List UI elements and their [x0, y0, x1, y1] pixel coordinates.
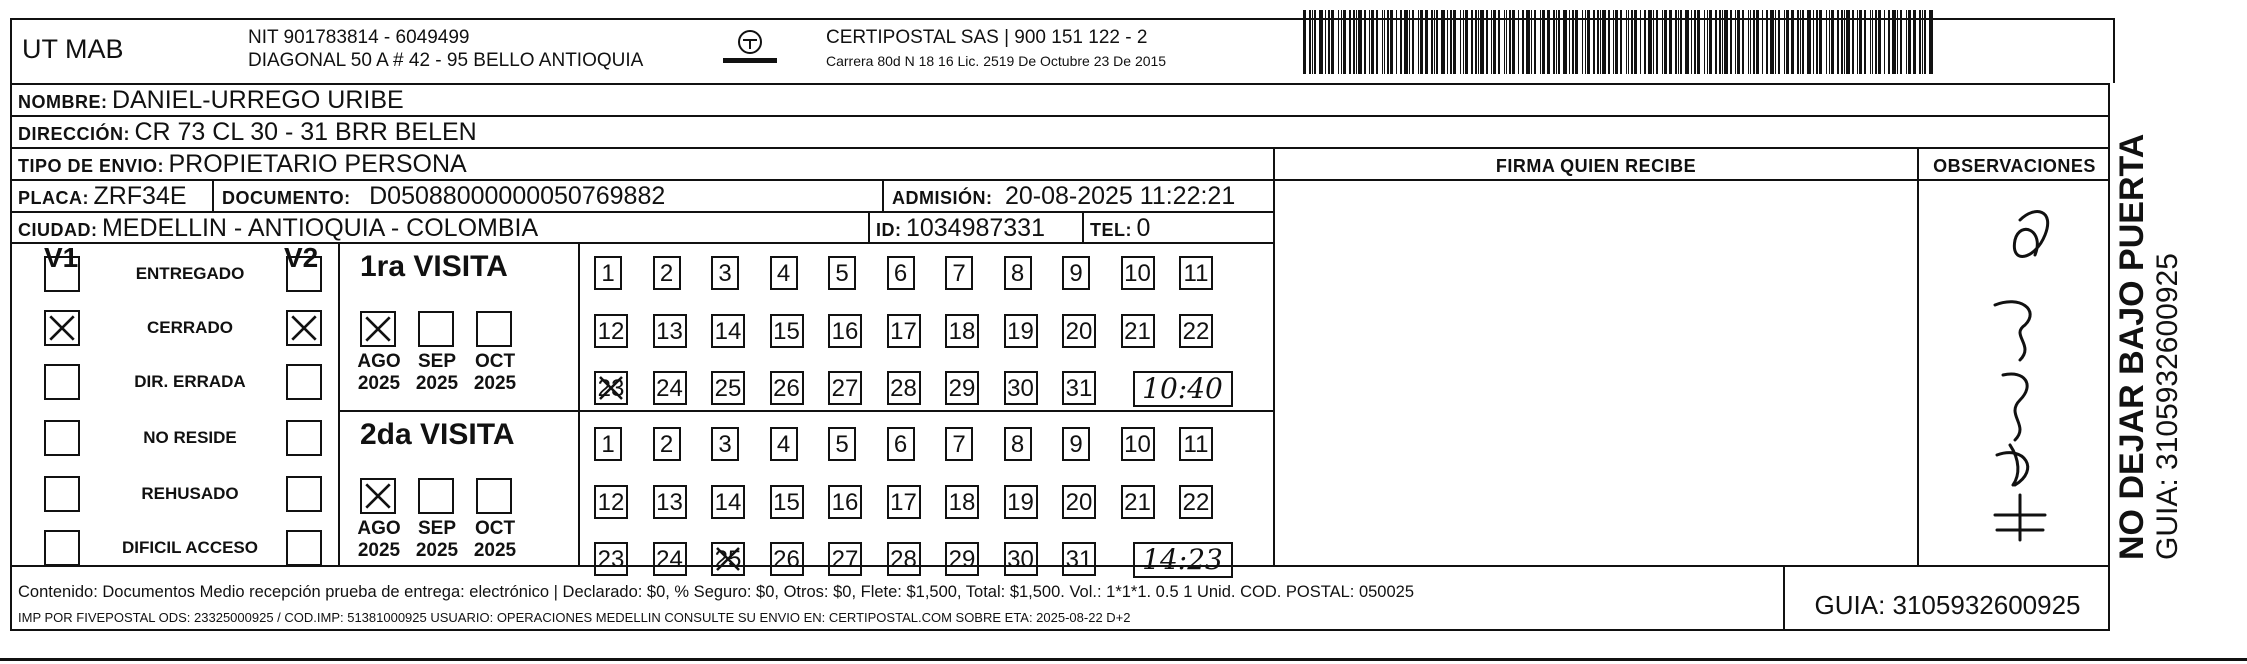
visit2-day-label: 8 [1010, 431, 1025, 458]
visit1-day-8[interactable] [1004, 256, 1032, 290]
visit2-month-name: OCT [474, 518, 516, 539]
visit1-day-label: 26 [773, 375, 800, 402]
id-value: 1034987331 [905, 214, 1045, 242]
visit2-day-9[interactable] [1062, 427, 1090, 461]
visit1-day-label: 31 [1065, 375, 1093, 402]
visit2-day-label: 31 [1065, 546, 1093, 573]
v2-checkbox-4[interactable] [286, 420, 322, 456]
visit2-day-label: 12 [597, 489, 625, 516]
visit1-day-label: 2 [659, 260, 674, 287]
v2-checkbox-1[interactable] [286, 256, 322, 292]
visit2-day-label: 4 [776, 431, 791, 458]
visit2-day-30[interactable] [1004, 542, 1038, 576]
courier-name: CERTIPOSTAL SAS | 900 151 122 - 2 [826, 27, 1148, 48]
visit2-day-26[interactable] [770, 542, 804, 576]
visit1-day-label: 18 [948, 318, 976, 345]
visit1-day-label: 12 [597, 318, 625, 345]
visit1-day-7[interactable] [945, 256, 973, 290]
admision-label: ADMISIÓN: [892, 188, 993, 208]
visit2-day-5[interactable] [828, 427, 856, 461]
visit1-day-1[interactable] [594, 256, 622, 290]
visit1-month-checkbox-ago[interactable] [360, 311, 396, 347]
certipostal-logo [715, 28, 785, 68]
visit1-day-6[interactable] [887, 256, 915, 290]
visit2-day-label: 26 [773, 546, 800, 573]
visit2-day-3[interactable] [711, 427, 739, 461]
visit2-day-29[interactable] [945, 542, 979, 576]
visit1-day-label: 5 [835, 260, 849, 287]
visit2-day-2[interactable] [653, 427, 681, 461]
visit2-month-checkbox-sep[interactable] [418, 478, 454, 514]
visit1-month-year: 2025 [473, 373, 517, 394]
visit2-time[interactable]: 14:23 [1133, 542, 1233, 578]
company-name: UT MAB [22, 34, 124, 64]
visit1-day-29[interactable] [945, 371, 979, 405]
direccion-value: CR 73 CL 30 - 31 BRR BELEN [134, 118, 477, 146]
placa-field [18, 182, 187, 211]
visit2-day-label: 22 [1182, 489, 1210, 516]
visit1-day-label: 30 [1007, 375, 1034, 402]
visit1-day-26[interactable] [770, 371, 804, 405]
ciudad-label: CIUDAD: [18, 220, 98, 240]
visit2-day-label: 27 [831, 546, 859, 573]
visit2-day-label: 28 [890, 546, 917, 573]
visit2-day-17[interactable] [887, 485, 921, 519]
visit1-day-marked-icon [596, 373, 626, 403]
visit1-day-label: 11 [1183, 260, 1209, 287]
visit2-day-23[interactable] [594, 542, 628, 576]
side-notice [2113, 100, 2185, 560]
visit2-title: 2da VISITA [360, 418, 515, 451]
visit2-day-11[interactable] [1179, 427, 1213, 461]
visit1-day-2[interactable] [653, 256, 681, 290]
visit2-month-name: AGO [357, 518, 401, 539]
v1-checkbox-3[interactable] [44, 364, 80, 400]
visit2-day-16[interactable] [828, 485, 862, 519]
footer-imp: IMP POR FIVEPOSTAL ODS: 23325000925 / COD.IMP: 51381000925 USUARIO: OPERACIONES MEDELLIN CONSULTE SU ENVIO EN: CERTIPOSTAL.COM SOBRE ETA: 2025-08-22 D+2 [18, 610, 1131, 625]
footer-contenido: Contenido: Documentos Medio recepción prueba de entrega: electrónico | Declarado: $0, % Seguro: $0, Otros: $0, Flete: $1,500, Total: $1,500. Vol.: 1*1*1. 0.5 1 Unid. COD. POSTAL: 050025 [18, 583, 1415, 601]
visit1-month-year: 2025 [415, 373, 459, 394]
visit1-day-9[interactable] [1062, 256, 1090, 290]
v2-label: V2 [284, 242, 319, 273]
tipo-field [18, 150, 467, 179]
visit1-day-22[interactable] [1179, 314, 1213, 348]
placa-label: PLACA: [18, 188, 89, 208]
visit2-day-label: 13 [656, 489, 683, 516]
visit1-day-label: 3 [718, 260, 732, 287]
v1-checkbox-5[interactable] [44, 476, 80, 512]
visit1-time[interactable]: 10:40 [1133, 371, 1233, 407]
visit2-day-marked-icon [713, 544, 743, 574]
visit1-day-label: 6 [893, 260, 908, 287]
visit1-day-17[interactable] [887, 314, 921, 348]
courier-address: Carrera 80d N 18 16 Lic. 2519 De Octubre 23 De 2015 [826, 53, 1167, 69]
visit1-month-year: 2025 [357, 373, 401, 394]
visit1-day-10[interactable] [1121, 256, 1155, 290]
visit2-day-label: 9 [1069, 431, 1083, 458]
status-label: DIFICIL ACCESO [121, 538, 258, 557]
visit2-day-label: 30 [1007, 546, 1034, 573]
visit2-day-label: 19 [1007, 489, 1034, 516]
visit1-day-21[interactable] [1121, 314, 1155, 348]
visit1-day-5[interactable] [828, 256, 856, 290]
documento-label: DOCUMENTO: [222, 188, 351, 208]
visit1-day-23[interactable] [594, 371, 628, 405]
visit2-day-27[interactable] [828, 542, 862, 576]
visit2-month-year: 2025 [415, 540, 459, 561]
nombre-value: DANIEL-URREGO URIBE [111, 86, 404, 114]
visit1-day-18[interactable] [945, 314, 979, 348]
visit2-day-12[interactable] [594, 485, 628, 519]
nombre-label: NOMBRE: [18, 92, 108, 112]
visit2-day-label: 21 [1124, 489, 1151, 516]
firma-label: FIRMA QUIEN RECIBE [1495, 156, 1697, 176]
barcode [1303, 10, 1943, 74]
side-no-dejar: NO DEJAR BAJO PUERTA [2113, 133, 2151, 560]
footer-guia: GUIA: 3105932600925 [1814, 590, 2081, 620]
tel-value: 0 [1136, 214, 1151, 242]
visit1-day-14[interactable] [711, 314, 745, 348]
visit2-day-label: 11 [1183, 431, 1209, 458]
id-label: ID: [876, 220, 902, 240]
placa-value: ZRF34E [93, 182, 187, 210]
visit1-day-20[interactable] [1062, 314, 1096, 348]
visit1-day-24[interactable] [653, 371, 687, 405]
visit1-day-label: 21 [1124, 318, 1151, 345]
visit1-day-label: 22 [1182, 318, 1210, 345]
visit2-day-31[interactable] [1062, 542, 1096, 576]
visit2-day-21[interactable] [1121, 485, 1155, 519]
visit2-day-label: 23 [597, 546, 625, 573]
visit1-day-15[interactable] [770, 314, 804, 348]
visit2-day-6[interactable] [887, 427, 915, 461]
nombre-field [18, 86, 404, 115]
visit1-month-checkbox-sep[interactable] [418, 311, 454, 347]
visit1-day-label: 14 [714, 318, 742, 345]
visit1-day-12[interactable] [594, 314, 628, 348]
visit1-day-13[interactable] [653, 314, 687, 348]
visit1-day-label: 7 [952, 260, 966, 287]
v1-checkbox-1[interactable] [44, 256, 80, 292]
visit2-day-label: 1 [601, 431, 615, 458]
visit2-day-label: 18 [948, 489, 976, 516]
documento-value: D05088000000050769882 [369, 182, 666, 210]
visit1-day-label: 15 [773, 318, 800, 345]
visit2-month-year: 2025 [357, 540, 401, 561]
nit: NIT 901783814 - 6049499 [248, 27, 470, 48]
visit1-day-label: 29 [948, 375, 976, 402]
visit1-day-28[interactable] [887, 371, 921, 405]
visit2-day-24[interactable] [653, 542, 687, 576]
status-label: REHUSADO [141, 484, 239, 503]
observaciones-label: OBSERVACIONES [1933, 156, 2096, 176]
visit1-day-11[interactable] [1179, 256, 1213, 290]
visit2-day-label: 6 [893, 431, 908, 458]
visit1-day-label: 10 [1124, 260, 1151, 287]
observaciones-handwriting [1925, 185, 2105, 560]
visit1-day-label: 28 [890, 375, 917, 402]
visit1-day-4[interactable] [770, 256, 798, 290]
v1-checkbox-4[interactable] [44, 420, 80, 456]
visit2-day-label: 15 [773, 489, 800, 516]
status-label: NO RESIDE [143, 428, 237, 447]
visit2-day-label: 2 [659, 431, 674, 458]
v2-checkbox-5[interactable] [286, 476, 322, 512]
documento-field [222, 182, 665, 211]
visit2-day-8[interactable] [1004, 427, 1032, 461]
company-address: DIAGONAL 50 A # 42 - 95 BELLO ANTIOQUIA [248, 50, 644, 71]
tel-label: TEL: [1090, 220, 1132, 240]
visit2-day-label: 3 [718, 431, 732, 458]
v2-checkbox-6[interactable] [286, 530, 322, 566]
status-label: CERRADO [147, 318, 233, 337]
v1-checkbox-6[interactable] [44, 530, 80, 566]
visit2-day-4[interactable] [770, 427, 798, 461]
visit2-day-13[interactable] [653, 485, 687, 519]
v2-checkbox-3[interactable] [286, 364, 322, 400]
visit1-title: 1ra VISITA [360, 250, 508, 283]
visit2-day-label: 14 [714, 489, 742, 516]
visit2-day-label: 20 [1065, 489, 1093, 516]
id-field [876, 214, 1045, 243]
visit1-month-name: SEP [417, 351, 457, 372]
visit1-day-label: 16 [831, 318, 859, 345]
visit2-day-label: 29 [948, 546, 976, 573]
visit2-day-28[interactable] [887, 542, 921, 576]
tipo-label: TIPO DE ENVIO: [18, 156, 165, 176]
visit2-day-19[interactable] [1004, 485, 1038, 519]
visit2-day-label: 24 [656, 546, 683, 573]
visit1-day-27[interactable] [828, 371, 862, 405]
visit1-day-label: 4 [776, 260, 791, 287]
v2-checkbox-2[interactable] [286, 310, 322, 346]
visit1-day-label: 23 [597, 375, 625, 402]
visit1-day-label: 1 [601, 260, 615, 287]
visit1-day-label: 27 [831, 375, 859, 402]
admision-field [892, 182, 1235, 211]
visit2-day-7[interactable] [945, 427, 973, 461]
visit1-month-name: AGO [357, 351, 401, 372]
direccion-field [18, 118, 477, 147]
visit2-day-label: 7 [952, 431, 966, 458]
visit1-day-19[interactable] [1004, 314, 1038, 348]
visit2-month-year: 2025 [473, 540, 517, 561]
visit2-day-label: 25 [714, 546, 742, 573]
status-label: ENTREGADO [135, 264, 245, 283]
visit1-day-label: 20 [1065, 318, 1093, 345]
ciudad-field [18, 214, 538, 243]
visit2-day-14[interactable] [711, 485, 745, 519]
visit2-day-22[interactable] [1179, 485, 1213, 519]
v1-label: V1 [44, 242, 79, 273]
direccion-label: DIRECCIÓN: [18, 124, 130, 144]
v1-checkbox-2[interactable] [44, 310, 80, 346]
visit1-day-3[interactable] [711, 256, 739, 290]
visit2-day-label: 10 [1124, 431, 1151, 458]
tel-field [1090, 214, 1150, 243]
visit1-day-label: 13 [656, 318, 683, 345]
visit2-day-label: 17 [890, 489, 917, 516]
visit2-day-20[interactable] [1062, 485, 1096, 519]
visit1-day-label: 25 [714, 375, 742, 402]
admision-value: 20-08-2025 11:22:21 [1004, 182, 1236, 210]
visit1-day-label: 19 [1007, 318, 1034, 345]
visit1-day-16[interactable] [828, 314, 862, 348]
visit2-month-checkbox-ago[interactable] [360, 478, 396, 514]
visit2-day-label: 16 [831, 489, 859, 516]
side-guia: GUIA: 3105932600925 [2151, 253, 2184, 560]
visit1-day-31[interactable] [1062, 371, 1096, 405]
tipo-value: PROPIETARIO PERSONA [168, 150, 467, 178]
ciudad-value: MEDELLIN - ANTIOQUIA - COLOMBIA [101, 214, 539, 242]
visit1-day-label: 17 [890, 318, 917, 345]
visit1-day-label: 8 [1010, 260, 1025, 287]
visit2-day-25[interactable] [711, 542, 745, 576]
recipient-signature [1330, 250, 1890, 550]
visit2-day-label: 5 [835, 431, 849, 458]
visit1-month-checkbox-oct[interactable] [476, 311, 512, 347]
visit1-day-label: 24 [656, 375, 683, 402]
visit1-month-name: OCT [474, 351, 516, 372]
visit2-day-1[interactable] [594, 427, 622, 461]
visit1-day-30[interactable] [1004, 371, 1038, 405]
visit1-day-label: 9 [1069, 260, 1083, 287]
status-label: DIR. ERRADA [134, 372, 246, 391]
visit2-day-18[interactable] [945, 485, 979, 519]
visit2-month-checkbox-oct[interactable] [476, 478, 512, 514]
visit2-day-15[interactable] [770, 485, 804, 519]
visit2-day-10[interactable] [1121, 427, 1155, 461]
visit2-month-name: SEP [417, 518, 457, 539]
visit1-day-25[interactable] [711, 371, 745, 405]
